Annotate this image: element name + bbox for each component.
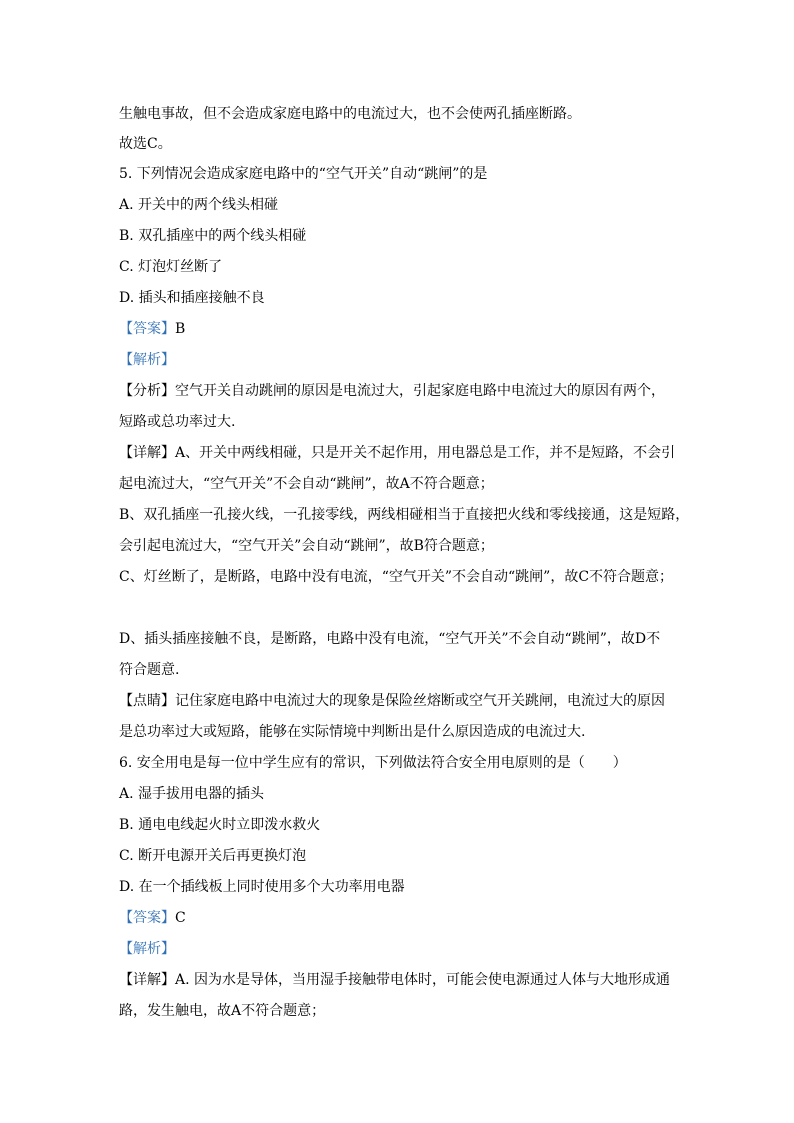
line-text: B. 通电电线起火时立即泼水救火	[119, 817, 321, 833]
line-text: A. 开关中的两个线头相碰	[119, 197, 279, 213]
option-a	[119, 195, 699, 215]
answer-value: B	[175, 321, 186, 337]
answer-tag: 【答案】	[119, 321, 175, 337]
option-b	[119, 815, 699, 835]
text-line	[119, 134, 699, 154]
fenxi-tag: 【分析】	[119, 383, 175, 399]
answer-value: C	[175, 910, 186, 926]
text-line	[119, 536, 699, 556]
text-line	[119, 505, 699, 525]
line-text: 短路或总功率过大.	[119, 414, 236, 430]
line-text: 路，发生触电，故A不符合题意；	[119, 1003, 326, 1019]
line-text: A、开关中两线相碰，只是开关不起作用，用电器总是工作，并不是短路，不会引	[175, 445, 676, 461]
line-text: B、双孔插座一孔接火线，一孔接零线，两线相碰相当于直接把火线和零线接通，这是短路，	[119, 507, 690, 523]
line-text: D. 在一个插线板上同时使用多个大功率用电器	[119, 879, 405, 895]
text-line	[119, 629, 699, 649]
question-stem	[119, 164, 699, 184]
line-text: 5. 下列情况会造成家庭电路中的“空气开关”自动“跳闸”的是	[119, 166, 488, 182]
answer-line	[119, 319, 699, 339]
line-text: D. 插头和插座接触不良	[119, 290, 265, 306]
option-c	[119, 846, 699, 866]
option-a	[119, 784, 699, 804]
line-text: A. 湿手拔用电器的插头	[119, 786, 265, 802]
detail-line	[119, 443, 699, 463]
option-b	[119, 226, 699, 246]
comment-line	[119, 691, 699, 711]
line-text: 起电流过大，“空气开关”不会自动“跳闸”，故A不符合题意；	[119, 476, 494, 492]
detail-line	[119, 970, 699, 990]
answer-line	[119, 908, 699, 928]
text-line	[119, 412, 699, 432]
text-line	[119, 722, 699, 742]
dianjing-tag: 【点睛】	[119, 693, 175, 709]
line-text: A. 因为水是导体，当用湿手接触带电体时，可能会使电源通过人体与大地形成通	[175, 972, 671, 988]
answer-tag: 【答案】	[119, 910, 175, 926]
line-text: C. 断开电源开关后再更换灯泡	[119, 848, 307, 864]
line-text: 生触电事故，但不会造成家庭电路中的电流过大，也不会使两孔插座断路。	[119, 106, 581, 122]
line-text: 符合题意.	[119, 662, 180, 678]
text-line	[119, 104, 699, 124]
line-text: B. 双孔插座中的两个线头相碰	[119, 228, 307, 244]
line-text: C. 灯泡灯丝断了	[119, 259, 223, 275]
xiangjie-tag: 【详解】	[119, 445, 175, 461]
text-line	[119, 1001, 699, 1021]
text-line	[119, 567, 699, 587]
question-stem	[119, 753, 699, 773]
analysis-line	[119, 381, 699, 401]
line-text: C、灯丝断了，是断路，电路中没有电流，“空气开关”不会自动“跳闸”，故C不符合题意；	[119, 569, 674, 585]
option-d	[119, 288, 699, 308]
analysis-heading	[119, 350, 699, 370]
analysis-heading	[119, 939, 699, 959]
analysis-tag: 【解析】	[119, 941, 175, 957]
line-text: 记住家庭电路中电流过大的现象是保险丝熔断或空气开关跳闸，电流过大的原因	[175, 693, 665, 709]
option-c	[119, 257, 699, 277]
text-line	[119, 660, 699, 680]
xiangjie-tag: 【详解】	[119, 972, 175, 988]
text-line	[119, 474, 699, 494]
line-text: D、插头插座接触不良，是断路，电路中没有电流，“空气开关”不会自动“跳闸”，故D不	[119, 631, 661, 647]
line-text: 会引起电流过大，“空气开关”会自动“跳闸”，故B符合题意；	[119, 538, 494, 554]
analysis-tag: 【解析】	[119, 352, 175, 368]
line-text: 故选C。	[119, 136, 172, 152]
line-text: 空气开关自动跳闸的原因是电流过大，引起家庭电路中电流过大的原因有两个，	[175, 383, 665, 399]
line-text: 是总功率过大或短路，能够在实际情境中判断出是什么原因造成的电流过大.	[119, 724, 586, 740]
line-text: 6. 安全用电是每一位中学生应有的常识，下列做法符合安全用电原则的是（ ）	[119, 755, 627, 771]
option-d	[119, 877, 699, 897]
